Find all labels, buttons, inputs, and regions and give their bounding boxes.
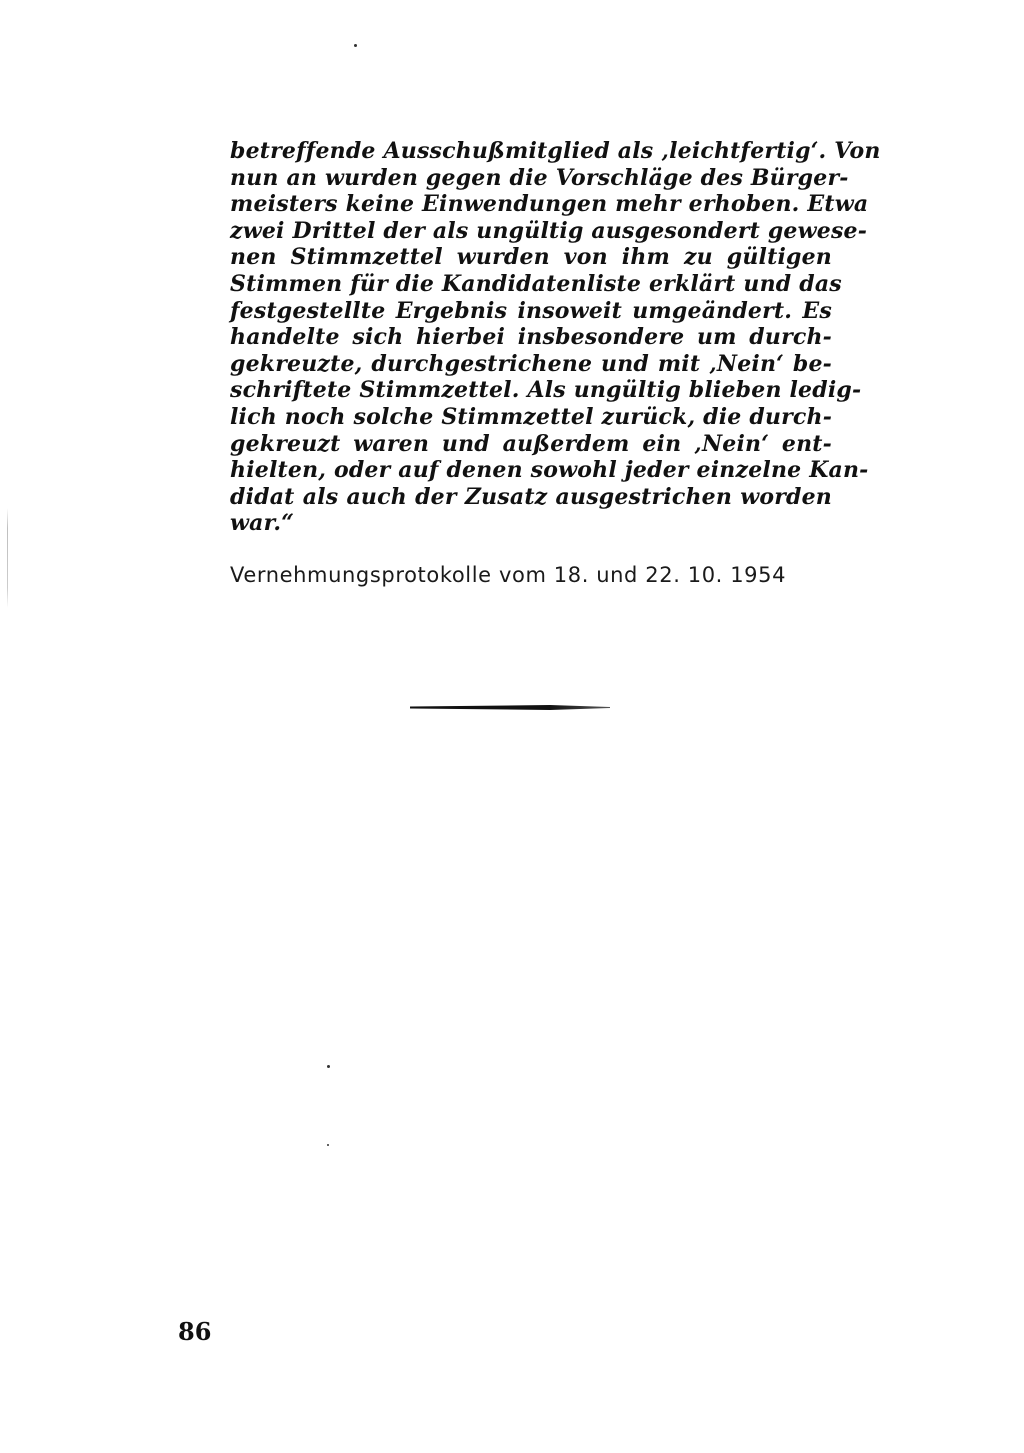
text-line: meisters keine Einwendungen mehr erhoben. Etwa [230,191,869,218]
page-number: 86 [178,1317,212,1346]
print-speck [354,44,357,47]
text-line: gekreuzte, durchgestrichene und mit ‚Nein‘ be- [230,350,832,377]
text-line: handelte sich hierbei insbesondere um durch- [230,324,832,351]
print-speck [327,1065,330,1068]
text-line: lich noch solche Stimmzettel zurück, die durch- [230,403,833,430]
text-line: nen Stimmzettel wurden von ihm zu gültigen [230,244,832,271]
text-line: didat als auch der Zusatz ausgestrichen worden [230,483,832,510]
source-citation: Vernehmungsprotokolle vom 18. und 22. 10. 1954 [230,563,787,587]
text-line: gekreuzt waren und außerdem ein ‚Nein‘ ent- [230,430,832,457]
text-line: nun an wurden gegen die Vorschläge des Bürger- [230,164,849,191]
section-divider [410,705,610,710]
text-line: war.“ [230,510,295,537]
text-line: schriftete Stimmzettel. Als ungültig blieben ledig- [230,377,862,404]
text-line: betreffende Ausschußmitglied als ‚leichtfertig‘. Von [230,138,881,164]
scan-margin-mark [7,508,8,608]
text-line: Stimmen für die Kandidatenliste erklärt und das [230,270,842,297]
text-line: hielten, oder auf denen sowohl jeder einzelne Kan- [230,457,869,484]
text-line: zwei Drittel der als ungültig ausgesondert gewese- [230,217,868,244]
quoted-paragraph [230,138,881,537]
print-speck [327,1144,329,1146]
text-line: festgestellte Ergebnis insoweit umgeändert. Es [230,297,832,324]
